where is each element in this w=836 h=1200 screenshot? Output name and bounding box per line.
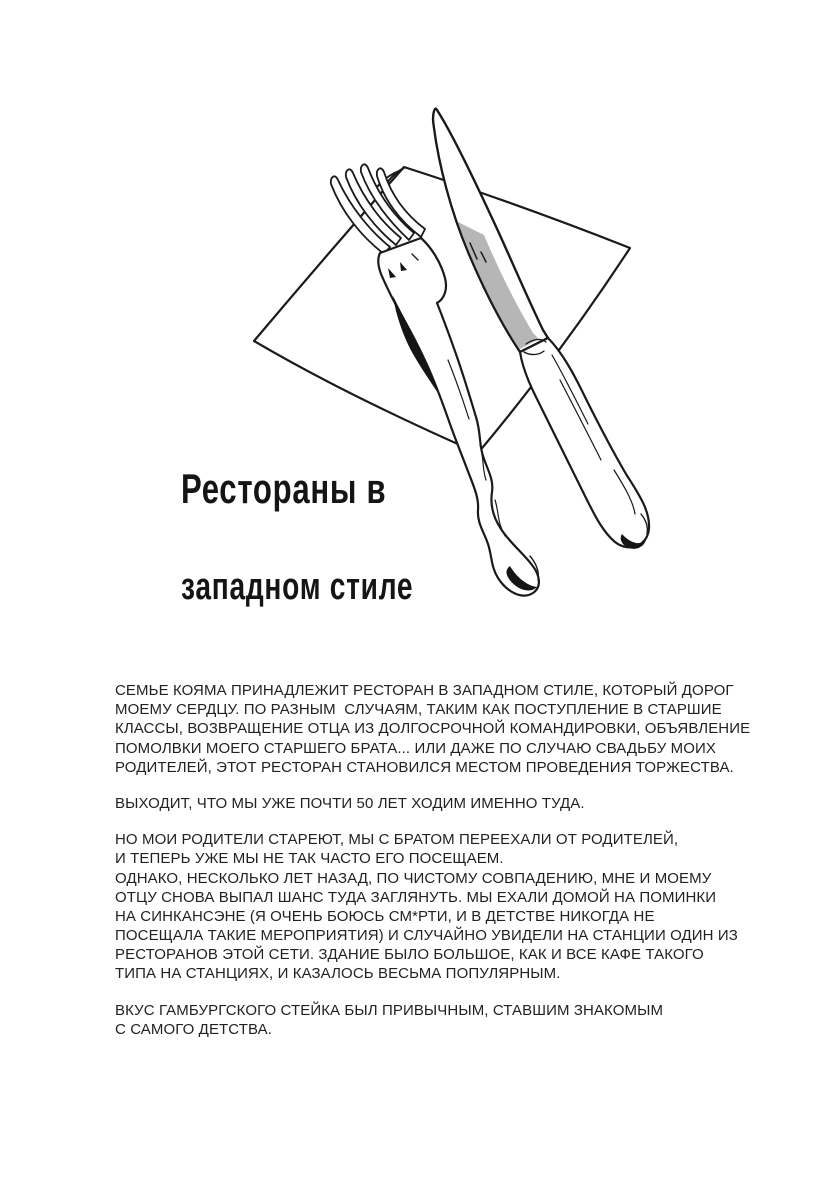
text-line: СЕМЬЕ КОЯМА ПРИНАДЛЕЖИТ РЕСТОРАН В ЗАПАДНОМ СТИЛЕ, КОТОРЫЙ ДОРОГ	[115, 682, 734, 699]
text-line: И ТЕПЕРЬ УЖЕ МЫ НЕ ТАК ЧАСТО ЕГО ПОСЕЩАЕМ.	[115, 850, 504, 868]
section-title-line-2: западном стиле	[181, 566, 414, 608]
text-line: ВКУС ГАМБУРГСКОГО СТЕЙКА БЫЛ ПРИВЫЧНЫМ, СТАВШИМ ЗНАКОМЫМ	[115, 1001, 664, 1019]
text-line: НА СИНКАНСЭНЕ (Я ОЧЕНЬ БОЮСЬ СМ*РТИ, И В ДЕТСТВЕ НИКОГДА НЕ	[115, 907, 655, 925]
text-line: ТИПА НА СТАНЦИЯХ, И КАЗАЛОСЬ ВЕСЬМА ПОПУЛЯРНЫМ.	[115, 965, 561, 983]
text-line: РЕСТОРАНОВ ЭТОЙ СЕТИ. ЗДАНИЕ БЫЛО БОЛЬШОЕ, КАК И ВСЕ КАФЕ ТАКОГО	[115, 946, 704, 964]
paragraph	[115, 681, 750, 777]
text-line: РОДИТЕЛЕЙ, ЭТОТ РЕСТОРАН СТАНОВИЛСЯ МЕСТОМ ПРОВЕДЕНИЯ ТОРЖЕСТВА.	[115, 758, 734, 776]
section-title	[181, 432, 413, 642]
section-title-line-1: Рестораны в	[181, 465, 387, 512]
text-line: КЛАССЫ, ВОЗВРАЩЕНИЕ ОТЦА ИЗ ДОЛГОСРОЧНОЙ КОМАНДИРОВКИ, ОБЪЯВЛЕНИЕ	[115, 720, 751, 738]
text-line: ПОСЕЩАЛА ТАКИЕ МЕРОПРИЯТИЯ) И СЛУЧАЙНО УВИДЕЛИ НА СТАНЦИИ ОДИН ИЗ	[115, 927, 738, 945]
text-line: ПОМОЛВКИ МОЕГО СТАРШЕГО БРАТА... ИЛИ ДАЖЕ ПО СЛУЧАЮ СВАДЬБУ МОИХ	[115, 739, 716, 757]
column-text	[115, 681, 750, 1056]
text-line: МОЕМУ СЕРДЦУ. ПО РАЗНЫМ СЛУЧАЯМ, ТАКИМ КАК ПОСТУПЛЕНИЕ В СТАРШИЕ	[115, 701, 722, 719]
paragraph	[115, 1001, 750, 1039]
text-line: С САМОГО ДЕТСТВА.	[115, 1020, 272, 1038]
text-line: ОТЦУ СНОВА ВЫПАЛ ШАНС ТУДА ЗАГЛЯНУТЬ. МЫ ЕХАЛИ ДОМОЙ НА ПОМИНКИ	[115, 888, 717, 906]
text-line: ВЫХОДИТ, ЧТО МЫ УЖЕ ПОЧТИ 50 ЛЕТ ХОДИМ ИМЕННО ТУДА.	[115, 794, 585, 812]
paragraph	[115, 794, 750, 813]
paragraph	[115, 830, 750, 984]
text-line: НО МОИ РОДИТЕЛИ СТАРЕЮТ, МЫ С БРАТОМ ПЕРЕЕХАЛИ ОТ РОДИТЕЛЕЙ,	[115, 831, 679, 849]
text-line: ОДНАКО, НЕСКОЛЬКО ЛЕТ НАЗАД, ПО ЧИСТОМУ СОВПАДЕНИЮ, МНЕ И МОЕМУ	[115, 869, 712, 887]
